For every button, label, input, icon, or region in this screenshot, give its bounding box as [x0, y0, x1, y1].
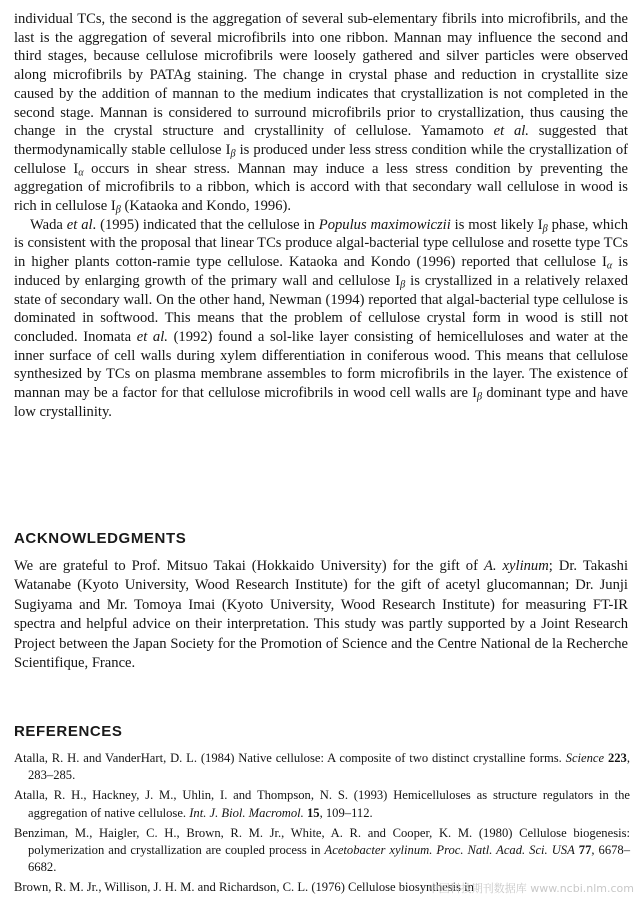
text-run: is produced under less stress condition while the crystallization of cellulose I [14, 141, 628, 177]
text-run: Atalla, R. H. and VanderHart, D. L. (1984) Native cellulose: A composite of two distinct crystalline forms. [14, 751, 566, 765]
italic-run: Int. J. Biol. Macromol. [189, 805, 304, 820]
text-run: , 109–112. [319, 805, 373, 820]
text-run: , 283–285. [28, 751, 630, 783]
reference-item [14, 787, 630, 821]
subscript-run: β [477, 391, 483, 403]
references-list [14, 750, 630, 900]
acknowledgments-heading: ACKNOWLEDGMENTS [14, 530, 187, 547]
subscript-run: β [115, 204, 121, 216]
paragraph-2 [14, 216, 628, 422]
italic-run: Populus maximowiczii [318, 216, 451, 233]
bold-run: 223 [607, 751, 627, 765]
italic-run: Science [565, 751, 605, 765]
paragraph-1 [14, 10, 628, 216]
text-run: . (1995) indicated that the cellulose in [92, 216, 319, 233]
text-run: ; Dr. Takashi Watanabe (Kyoto University, Wood Research Institute) for the gift of acetyl glucomannan; Dr. Junji Sugiyama and Mr. Tomoya Imai (Kyoto University, Wood Research Institute) for measuring FT-IR spectra and helpful advice on their interpretation. This study was partly supported by a Joint Research Project between the Japan Society for the Promotion of Science and the Centre National de la Recherche Scientifique, France. [14, 558, 628, 672]
watermark: 中国科技期刊数据库 www.ncbi.nlm.com [427, 882, 634, 895]
text-run: Brown, R. M. Jr., Willison, J. H. M. and Richardson, C. L. (1976) Cellulose biosynthesis in [14, 880, 474, 895]
text-run: is crystallized in a relatively relaxed state of secondary wall. On the other hand, Newman (1994) reported that algal-bacterial type cellulose is dominated in softwood. This means that the problem of cellulose crystal form in wood is still not concluded. Inomata [14, 272, 629, 345]
italic-run: A. xylinum [483, 558, 549, 574]
text-run: is most likely I [450, 216, 543, 233]
body-text [14, 10, 628, 421]
text-run: Wada [30, 216, 67, 233]
subscript-run: α [78, 167, 84, 179]
italic-run: Acetobacter xylinum. Proc. Natl. Acad. Sci. USA [324, 843, 575, 858]
text-run: dominant type and have low crystallinity. [14, 385, 628, 420]
text-run: (1992) found a sol-like layer consisting of hemicelluloses and water at the inner surface of cell walls during xylem differentiation in coniferous wood. This means that cellulose synthesized by TCs on plasma membrane assembles to form microfibrils in the layer. The existence of mannan may be a factor for that cellulose microfibrils in wood cell walls are I [14, 328, 628, 402]
text-run: Benziman, M., Haigler, C. H., Brown, R. M. Jr., White, A. R. and Cooper, K. M. (1980) Cellulose biogenesis: polymerization and crystallization are coupled process in [14, 825, 630, 858]
bold-run: 77 [578, 843, 592, 858]
reference-item [14, 750, 630, 784]
text-run: is induced by enlarging growth of the primary wall and cellulose I [14, 254, 628, 289]
bold-run: 15 [306, 805, 320, 820]
subscript-run: β [400, 279, 406, 291]
text-run: phase, which is consistent with the proposal that linear TCs produce algal-bacterial type cellulose and rosette type TCs in higher plants cotton-ramie type cellulose. Kataoka and Kondo (1996) reported that cellulose I [14, 216, 629, 271]
subscript-run: α [606, 260, 613, 272]
italic-run: et al [66, 216, 93, 233]
text-run: We are grateful to Prof. Mitsuo Takai (Hokkaido University) for the gift of [14, 558, 484, 574]
text-run: suggested that thermodynamically stable cellulose I [14, 123, 628, 158]
subscript-run: β [230, 148, 236, 160]
italic-run: et al. [493, 123, 529, 140]
text-run: , 6678–6682. [28, 843, 631, 875]
text-run: Atalla, R. H., Hackney, J. M., Uhlin, I. and Thompson, N. S. (1993) Hemicelluloses as structure regulators in the aggregation of native cellulose. [14, 788, 630, 820]
references-heading: REFERENCES [14, 723, 123, 740]
italic-run: et al. [136, 328, 168, 345]
acknowledgments-text [14, 557, 628, 673]
text-run: (Kataoka and Kondo, 1996). [120, 198, 292, 215]
text-run: individual TCs, the second is the aggregation of several sub-elementary fibrils into microfibrils, and the last is the aggregation of several microfibrils into one ribbon. Mannan may influence the second and third stages, because cellulose microfibrils were loosely gathered and silver particles were observed along microfibrils by PATAg staining. The change in crystal phase and reduction in crystallite size caused by the addition of mannan to the medium indicates that crystallization is not completed in the second stage. Mannan is considered to surround microfibrils prior to crystallization, thus causing the change in the crystal structure and crystallinity of cellulose. Yamamoto [14, 11, 628, 140]
subscript-run: β [542, 223, 548, 235]
reference-item [14, 825, 630, 877]
text-run: occurs in shear stress. Mannan may induce a less stress condition by preventing the aggregation of microfibrils to a ribbon, which is accord with that secondary wall cellulose in wood is rich in cellulose I [14, 160, 628, 215]
